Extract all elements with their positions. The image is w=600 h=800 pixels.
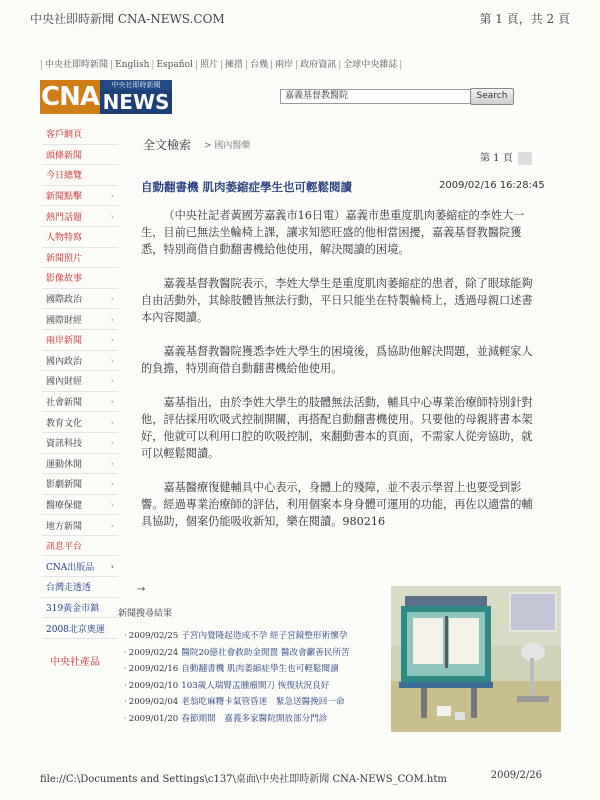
chevron-right-icon: › xyxy=(110,417,114,427)
news-photo[interactable] xyxy=(391,586,561,732)
section-title: 全文檢索 xyxy=(143,138,192,152)
chevron-right-icon: › xyxy=(110,397,114,407)
article-paragraph: （中央社記者黃國芳嘉義市16日電）嘉義市患重度肌肉萎縮症的李姓大一生，目前已無法坐輪椅上課，讓求知慾旺盛的他相當困擾，嘉義基督教醫院獲悉，特別商借自動翻書機給他使用，解決閱讀的困境。 xyxy=(141,209,525,256)
related-news-date: 2009/02/24 xyxy=(128,647,179,658)
nav-link-4[interactable]: 擁措 xyxy=(225,60,244,70)
print-header xyxy=(30,10,570,27)
sidebar-item[interactable] xyxy=(42,412,118,433)
nav-link-espanol[interactable]: Español xyxy=(156,60,193,70)
cna-news-logo[interactable] xyxy=(40,80,172,114)
sidebar-item-label: 國際政治 xyxy=(46,295,83,306)
article-paragraph: 嘉基指出，由於李姓大學生的肢體無法活動，輔具中心專業治療師特別針對他，評估採用吹吸式控制開關，再搭配自動翻書機使用。只要他的母親將書本架好，他就可以利用口腔的吹吸控制，來翻動書本的頁面，不需家人從旁協助，就可以輕鬆閱讀。 xyxy=(141,396,533,460)
sidebar-products-heading[interactable]: 中央社產品 xyxy=(50,656,100,668)
sidebar-item-label: 國內財經 xyxy=(46,377,83,388)
sidebar-item[interactable] xyxy=(42,124,118,145)
sidebar-item-label: 新聞照片 xyxy=(46,253,83,264)
sidebar-item[interactable] xyxy=(42,309,118,330)
sidebar-item[interactable] xyxy=(42,227,118,248)
bullet-icon: · xyxy=(124,631,127,641)
sidebar-item-label: 今日總覽 xyxy=(46,171,83,182)
related-news-link[interactable]: 自動翻書機 肌肉萎縮症學生也可輕鬆閱讀 xyxy=(181,664,339,675)
breadcrumb xyxy=(204,138,250,151)
chevron-right-icon: › xyxy=(110,211,114,221)
chevron-right-icon: › xyxy=(110,376,114,386)
page-turner-photo-image xyxy=(391,586,561,732)
sidebar-item-label: 兩岸新聞 xyxy=(46,336,83,347)
search-input[interactable]: 嘉義基督教醫院 xyxy=(280,89,475,104)
search-button[interactable]: Search xyxy=(470,88,514,105)
sidebar-item-label: 醫療保健 xyxy=(46,500,83,511)
chevron-right-icon: › xyxy=(110,479,114,489)
article-paragraph: 嘉義基督教醫院獲悉李姓大學生的困境後，爲協助他解決問題，並減輕家人的負擔，特別商借自動翻書機給他使用。 xyxy=(141,345,533,375)
sidebar-nav xyxy=(42,124,118,674)
chevron-right-icon: › xyxy=(110,335,114,345)
related-news-date: 2009/01/20 xyxy=(128,713,179,724)
sidebar-item-label: CNA出版品 xyxy=(46,562,95,573)
sidebar-item[interactable] xyxy=(42,371,118,392)
page-indicator xyxy=(480,152,532,165)
chevron-right-icon: › xyxy=(110,294,114,304)
arrow-icon: → xyxy=(137,584,146,595)
related-news-title: 新聞搜尋結果 xyxy=(118,609,173,619)
related-news-item[interactable] xyxy=(124,679,394,696)
bullet-icon: · xyxy=(124,680,127,691)
nav-link-5[interactable]: 台幾 xyxy=(250,60,269,70)
sidebar-item-label: 2008北京奧運 xyxy=(46,624,105,635)
sidebar-item-label: 熱門話題 xyxy=(46,212,83,223)
related-news-date: 2009/02/16 xyxy=(128,664,179,675)
chevron-right-icon: › xyxy=(110,499,114,509)
sidebar-item[interactable] xyxy=(42,556,118,577)
sidebar-item-label: 新聞點擊 xyxy=(46,192,83,203)
sidebar-item[interactable] xyxy=(42,433,118,454)
sidebar-item[interactable] xyxy=(42,186,118,207)
breadcrumb-arrow-icon: > xyxy=(204,141,215,151)
nav-link-english[interactable]: English xyxy=(115,60,150,70)
related-news-link[interactable]: 醫院20億社會救助金閒置 醫改會籲善民所苦 xyxy=(181,647,350,658)
sidebar-item[interactable] xyxy=(42,392,118,413)
bullet-icon: · xyxy=(124,713,127,724)
related-news-date: 2009/02/04 xyxy=(128,697,179,708)
logo-cna-text: CNA xyxy=(41,82,99,112)
sidebar-item[interactable] xyxy=(42,454,118,475)
top-nav: | 中央社即時新聞 | English | Español | 照片 | 擁措 | 台幾 | 兩岸 | 政府資訊 | 全球中央雜誌 | xyxy=(40,60,403,70)
related-news-link[interactable]: 老翁吃麻糬卡氣管昏迷 緊急送醫挽回一命 xyxy=(181,697,345,708)
nav-link-photos[interactable]: 照片 xyxy=(199,60,218,70)
related-news-link[interactable]: 子宮內覺隆起造成不孕 經子宮鏡整形術懷孕 xyxy=(181,631,348,641)
sidebar-item-label: 運動休閒 xyxy=(46,459,83,470)
sidebar-item[interactable] xyxy=(42,289,118,310)
sidebar-item[interactable] xyxy=(42,248,118,269)
nav-link-cna[interactable]: 中央社即時新聞 xyxy=(45,60,109,70)
related-news-item[interactable] xyxy=(124,646,394,663)
chevron-right-icon: › xyxy=(110,191,114,201)
bullet-icon: · xyxy=(124,664,127,675)
nav-link-gov-info[interactable]: 政府資訊 xyxy=(300,60,337,70)
sidebar-item[interactable] xyxy=(42,206,118,227)
sidebar-item-label: 地方新聞 xyxy=(46,521,83,532)
bullet-icon: · xyxy=(124,647,127,658)
page-scroll-box xyxy=(518,152,532,165)
article-paragraph: 嘉基醫療復健輔具中心表示，身體上的殘障，並不表示學習上也要受到影響。經過專業治療師的評估，利用個案本身身體可運用的功能，再佐以適當的輔具協助，個案仍能吸收新知，樂在閱讀。980216 xyxy=(141,481,533,528)
sidebar-item[interactable] xyxy=(42,330,118,351)
sidebar-item[interactable] xyxy=(42,165,118,186)
sidebar-item-label: 國內政治 xyxy=(46,356,83,367)
nav-link-magazine[interactable]: 全球中央雜誌 xyxy=(343,60,398,70)
sidebar-item[interactable] xyxy=(42,618,118,639)
sidebar-item-label: 國際財經 xyxy=(46,315,83,326)
chevron-right-icon: › xyxy=(110,314,114,324)
chevron-right-icon: › xyxy=(110,355,114,365)
sidebar-item-label: 頭條新聞 xyxy=(46,150,83,161)
print-footer xyxy=(40,770,542,785)
related-news-item[interactable] xyxy=(124,712,394,729)
bullet-icon: · xyxy=(124,697,127,708)
sidebar-item-label: 台灣走透透 xyxy=(46,583,92,594)
print-header-title: 中央社即時新聞 CNA-NEWS.COM xyxy=(30,12,225,26)
print-date: 2009/2/26 xyxy=(490,770,542,781)
article-paragraph: 嘉義基督教醫院表示，李姓大學生是重度肌肉萎縮症的患者，除了眼球能夠自由活動外，其餘肢體皆無法行動，平日只能坐在特製輪椅上，透過母親口述書本內容閱讀。 xyxy=(141,277,533,324)
logo-news-text: NEWS xyxy=(100,90,172,114)
sidebar-item-label: 客戶網頁 xyxy=(46,130,83,141)
chevron-right-icon: › xyxy=(110,458,114,468)
sidebar-item[interactable] xyxy=(42,145,118,166)
related-news-item[interactable] xyxy=(124,662,394,679)
sidebar-item-label: 影像故事 xyxy=(46,274,83,285)
article-body xyxy=(141,207,539,547)
related-news-link[interactable]: 春節期間 嘉義多家醫院開放部分門診 xyxy=(181,713,328,724)
sidebar-item-label: 人物特寫 xyxy=(46,233,83,244)
print-page-count: 第 1 頁，共 2 頁 xyxy=(479,12,570,26)
sidebar-item[interactable] xyxy=(42,351,118,372)
related-news-date: 2009/02/10 xyxy=(128,680,179,691)
related-news-link[interactable]: 103歲人瑞腎盂腫瘤開刀 恢復狀況良好 xyxy=(181,680,330,691)
nav-link-cross-strait[interactable]: 兩岸 xyxy=(275,60,294,70)
related-news-item[interactable] xyxy=(124,629,394,646)
sidebar-item[interactable] xyxy=(42,536,118,557)
related-news-list xyxy=(124,629,394,729)
logo-tagline: 中央社即時新聞 xyxy=(100,80,172,90)
chevron-right-icon: › xyxy=(110,520,114,530)
sidebar-item-label: 教育文化 xyxy=(46,418,83,429)
article-headline: 自動翻書機 肌肉萎縮症學生也可輕鬆閱讀 xyxy=(141,180,353,194)
sidebar-item[interactable] xyxy=(42,515,118,536)
sidebar-item-label: 訊息平台 xyxy=(46,542,83,553)
sidebar-item-label: 資訊科技 xyxy=(46,439,83,450)
related-news-item[interactable] xyxy=(124,695,394,712)
sidebar-item-label: 社會新聞 xyxy=(46,398,83,409)
chevron-right-icon: › xyxy=(110,438,114,448)
file-path: file://C:\Documents and Settings\c137\桌面\中央社即時新聞 CNA-NEWS_COM.htm xyxy=(40,774,447,785)
breadcrumb-category[interactable]: 國內醫藥 xyxy=(214,141,251,151)
related-news-date: 2009/02/25 xyxy=(128,631,179,641)
sidebar-item-label: 319黃金市鎮 xyxy=(46,603,100,614)
sidebar-item-label: 影劇新聞 xyxy=(46,480,83,491)
sidebar-item[interactable] xyxy=(42,495,118,516)
chevron-right-icon: › xyxy=(110,561,114,571)
article-date: 2009/02/16 16:28:45 xyxy=(439,180,545,191)
page-indicator-label: 第 1 頁 xyxy=(480,153,513,164)
sidebar-item[interactable] xyxy=(42,474,118,495)
sidebar-item[interactable] xyxy=(42,577,118,598)
sidebar-item[interactable] xyxy=(42,268,118,289)
sidebar-item[interactable] xyxy=(42,598,118,619)
